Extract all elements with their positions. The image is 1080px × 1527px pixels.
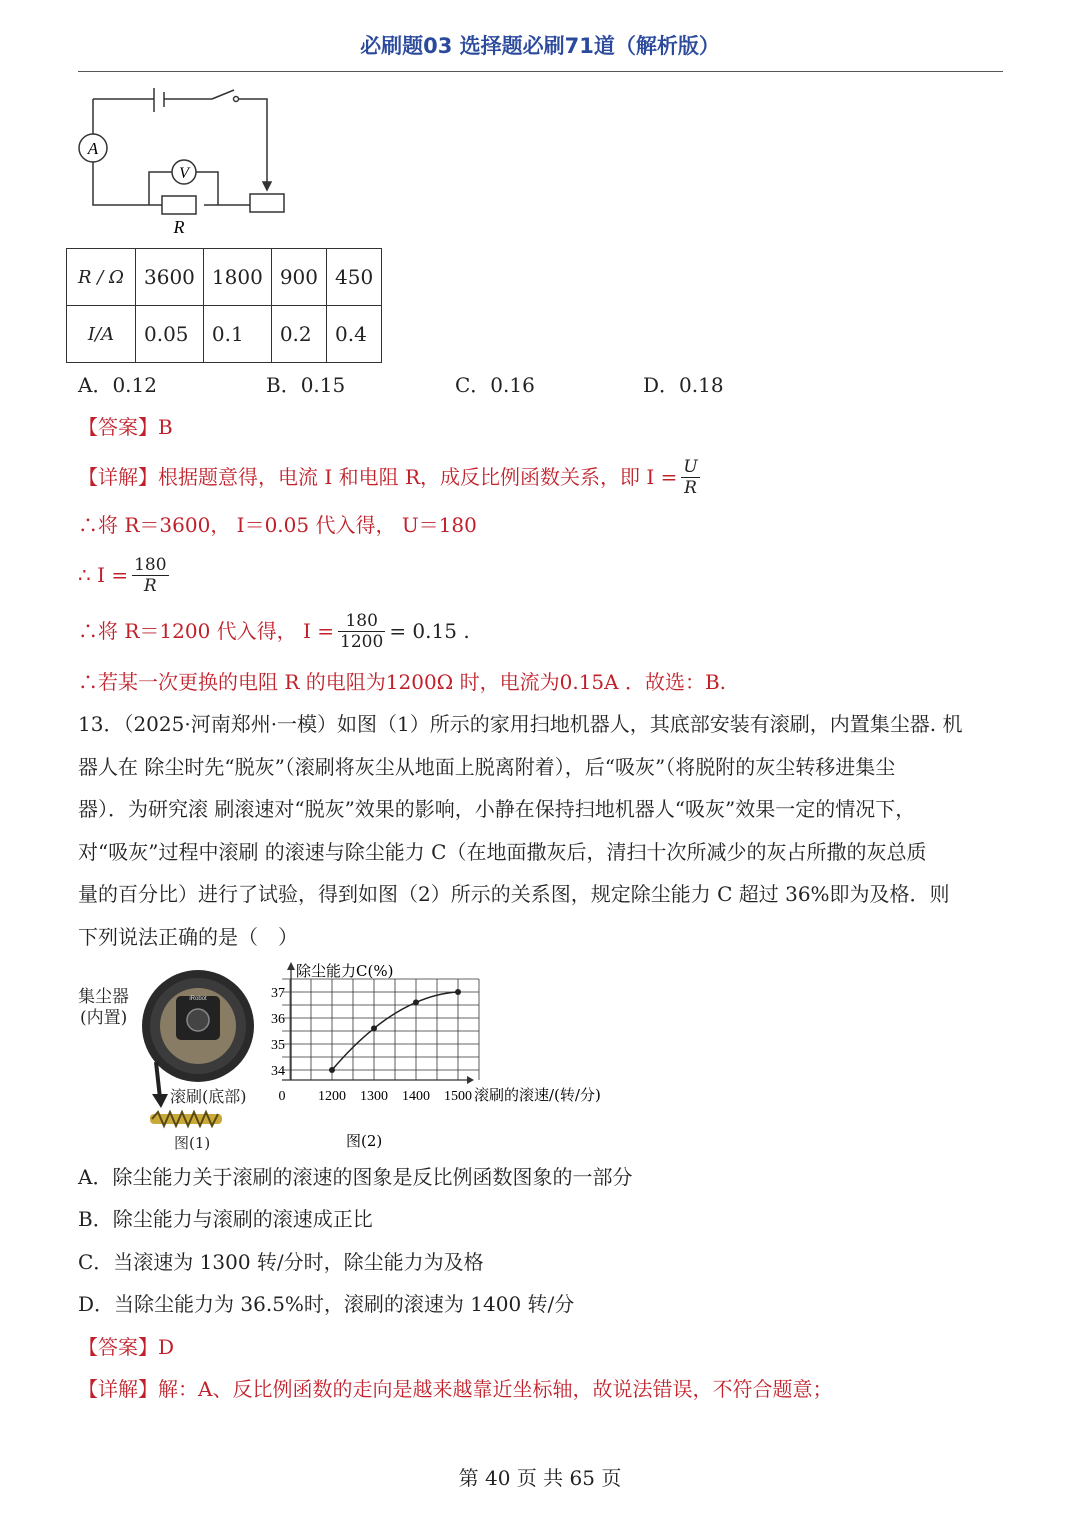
- table-head-r: R / Ω: [67, 249, 136, 306]
- voltmeter-label: V: [179, 165, 189, 182]
- table-row: [67, 249, 382, 306]
- fraction-180-over-r: [132, 555, 168, 596]
- q13-line: 对“吸灰”过程中滚刷 的滚速与除尘能力 C（在地面撒灰后，清扫十次所减少的灰占所撒的灰总质: [78, 839, 927, 864]
- q12-option-b: B．0.15: [266, 373, 346, 397]
- figure-2-caption: 图(2): [346, 1132, 383, 1150]
- y-tick-label: 35: [271, 1038, 285, 1053]
- chart-grid: [282, 979, 479, 1080]
- q12-option-d: D．0.18: [643, 373, 724, 397]
- q12-step2: [78, 550, 169, 600]
- circuit-diagram: [74, 80, 304, 240]
- y-axis-label: 除尘能力C(%): [296, 962, 394, 980]
- page-header: 必刷题03 选择题必刷71道（解析版）: [360, 34, 720, 58]
- y-tick-label: 37: [271, 986, 285, 1001]
- q12-detail-line: [78, 452, 700, 502]
- q13-line: 器）．为研究滚 刷滚速对“脱灰”效果的影响，小静在保持扫地机器人“吸灰”效果一定的情况下，: [78, 797, 916, 821]
- fraction-180-over-1200: [338, 611, 385, 652]
- x-tick-label: 0: [278, 1089, 286, 1104]
- q12-step3-tail: = 0.15 .: [389, 619, 470, 643]
- rheostat-arrow: [263, 182, 271, 190]
- x-axis-arrow: [467, 1076, 474, 1084]
- q13-option-c: C．当滚速为 1300 转/分时，除尘能力为及格: [78, 1250, 484, 1274]
- page-footer: 第 40 页 共 65 页: [458, 1466, 622, 1490]
- q12-option-a: A．0.12: [78, 373, 157, 397]
- switch-blade: [212, 90, 234, 99]
- resistor-label: R: [173, 217, 185, 237]
- table-cell: 0.4: [327, 306, 382, 363]
- header-rule: [78, 71, 1003, 72]
- frac-denominator: R: [684, 477, 697, 498]
- brand-logo: iRobot: [189, 996, 207, 1002]
- rheostat-body: [250, 194, 284, 212]
- table-cell: 3600: [136, 249, 204, 306]
- table-cell: 0.2: [271, 306, 326, 363]
- frac-denominator: R: [143, 575, 157, 596]
- figure-2-chart: [262, 958, 642, 1158]
- q12-step3: [78, 606, 470, 656]
- data-point: [413, 999, 419, 1005]
- x-tick-label: 1300: [360, 1089, 388, 1104]
- q12-detail-lead: 【详解】根据题意得，电流 I 和电阻 R，成反比例函数关系，即 I =: [78, 465, 678, 489]
- q13-detail: 【详解】解：A、反比例函数的走向是越来越靠近坐标轴，故说法错误，不符合题意；: [78, 1377, 833, 1401]
- label-inner: (内置): [80, 1008, 128, 1028]
- data-point: [371, 1025, 377, 1031]
- x-tick-label: 1200: [318, 1089, 346, 1104]
- frac-numerator: U: [683, 456, 698, 477]
- q13-answer: 【答案】D: [78, 1335, 175, 1359]
- table-cell: 900: [271, 249, 326, 306]
- y-tick-label: 36: [271, 1012, 285, 1027]
- voltmeter-wire-right: [196, 172, 218, 205]
- table-head-i: I/A: [67, 306, 136, 363]
- y-tick-label: 34: [271, 1064, 285, 1079]
- resistance-current-table: [66, 248, 382, 363]
- resistor-body: [162, 196, 196, 214]
- q13-line: 下列说法正确的是（ ）: [78, 924, 298, 949]
- x-axis-label: 滚刷的滚速/(转/分): [474, 1086, 601, 1104]
- q12-step4: ∴若某一次更换的电阻 R 的电阻为1200Ω 时，电流为0.15A ．故选：B.: [78, 670, 726, 694]
- q13-stem: [78, 703, 1008, 958]
- switch-contact: [234, 97, 239, 102]
- table-cell: 1800: [203, 249, 271, 306]
- table-cell: 0.1: [203, 306, 271, 363]
- data-point: [329, 1067, 335, 1073]
- q13-line: 13．（2025·河南郑州·一模）如图（1）所示的家用扫地机器人，其底部安装有滚刷，内置集尘器. 机: [78, 712, 963, 736]
- q12-step3-lead: ∴将 R＝1200 代入得， I =: [78, 619, 335, 643]
- table-cell: 450: [327, 249, 382, 306]
- wire-left-bottom: [93, 162, 162, 205]
- q13-line: 器人在 除尘时先“脱灰”（滚刷将灰尘从地面上脱离附着），后“吸灰”（将脱附的灰尘转移进集尘: [78, 754, 896, 779]
- label-brush: 滚刷(底部): [170, 1087, 247, 1106]
- x-tick-label: 1500: [444, 1089, 472, 1104]
- wire-right: [239, 99, 267, 184]
- table-row: [67, 306, 382, 363]
- ammeter-label: A: [87, 139, 99, 158]
- q12-step1: ∴将 R＝3600， I＝0.05 代入得， U＝180: [78, 513, 477, 537]
- figure-1-robot: [78, 958, 268, 1158]
- frac-denominator: 1200: [340, 631, 384, 652]
- q13-option-d: D．当除尘能力为 36.5%时，滚刷的滚速为 1400 转/分: [78, 1292, 575, 1316]
- y-axis-arrow: [287, 962, 295, 970]
- frac-numerator: 180: [134, 554, 167, 575]
- voltmeter-wire-left: [149, 172, 172, 205]
- q12-step2-lead: ∴ I =: [78, 563, 129, 587]
- q12-option-c: C．0.16: [455, 373, 535, 397]
- table-cell: 0.05: [136, 306, 204, 363]
- q13-option-a: A．除尘能力关于滚刷的滚速的图象是反比例函数图象的一部分: [78, 1165, 633, 1189]
- roller-brush-image: [146, 1106, 226, 1130]
- figure-1-caption: 图(1): [174, 1134, 211, 1152]
- q12-answer: 【答案】B: [78, 415, 173, 439]
- frac-numerator: 180: [338, 611, 385, 632]
- x-tick-label: 1400: [402, 1089, 430, 1104]
- q13-option-b: B．除尘能力与滚刷的滚速成正比: [78, 1207, 373, 1231]
- data-point: [455, 989, 461, 995]
- label-collector: 集尘器: [78, 987, 129, 1007]
- fraction-u-over-r: [681, 457, 699, 498]
- q13-line: 量的百分比）进行了试验，得到如图（2）所示的关系图，规定除尘能力 C 超过 36%即为及格．则: [78, 882, 950, 906]
